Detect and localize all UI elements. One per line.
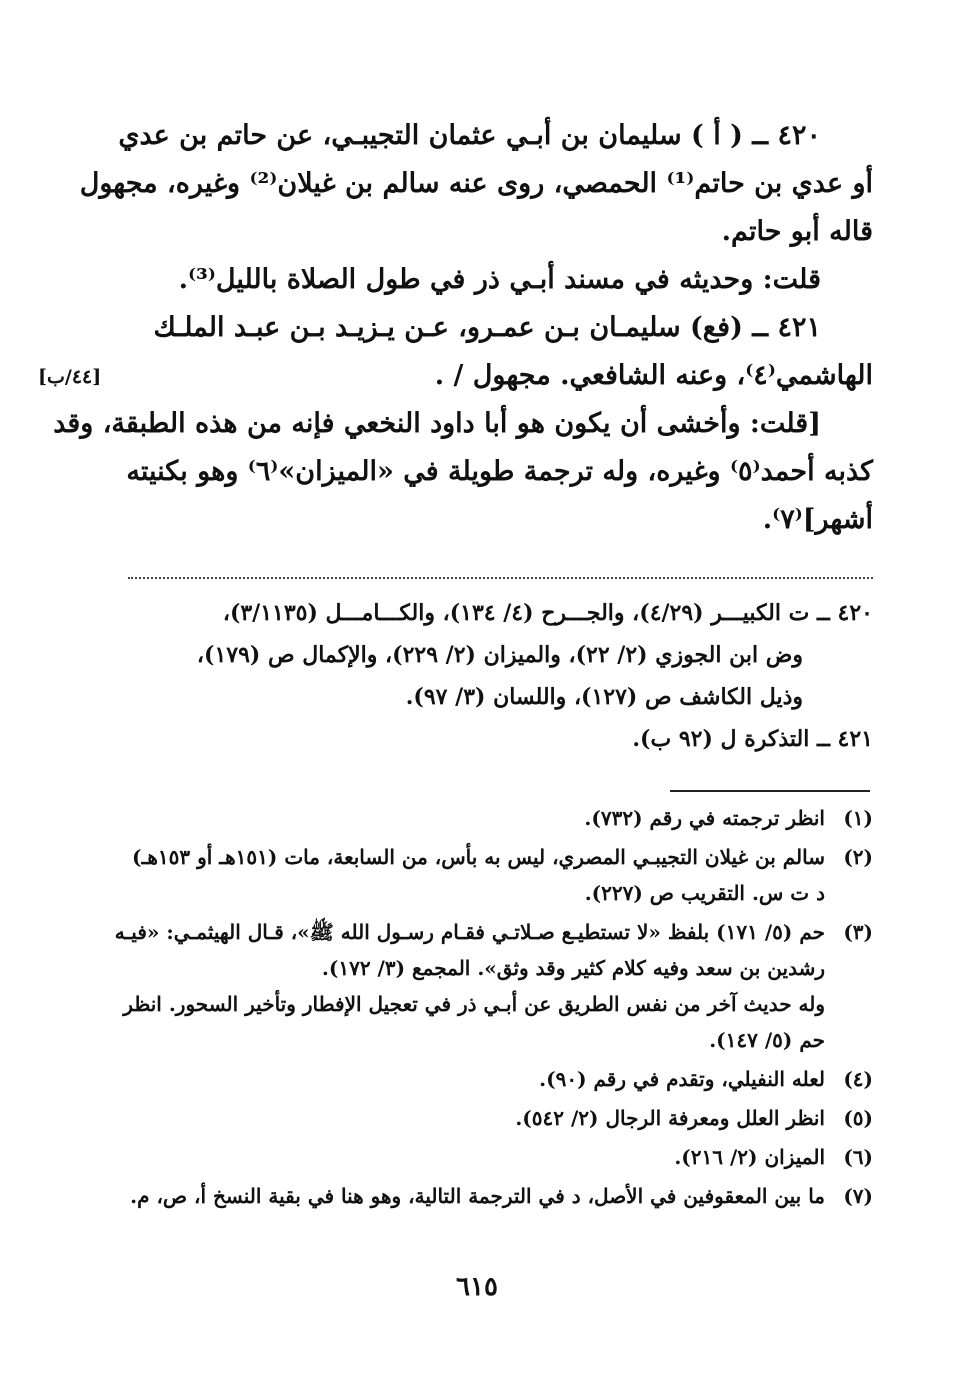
footnote-text: حم (٥/ ١٧١) بلفظ «لا تستطيـع صـلاتـي فقـام رسـول الله ﷺ»، قـال الهيثمـي: «فيـه	[114, 920, 825, 944]
footnote-text: الميزان (٢/ ٢١٦).	[674, 1145, 825, 1169]
footnote	[128, 800, 873, 836]
main-line: الهاشمي⁽٤⁾، وعنه الشافعي. مجهول / .	[434, 360, 873, 391]
footnote-number: (٣)	[843, 920, 873, 944]
main-line: قلت: وحديثه في مسند أبـي ذر في طول الصلاة بالليل⁽³⁾.	[178, 264, 821, 295]
footnote	[114, 914, 873, 1058]
footnote-number: (٢)	[843, 845, 873, 869]
main-line: أشهر]⁽٧⁾.	[762, 504, 873, 535]
footnote-number: (٦)	[843, 1145, 873, 1169]
main-line: أو عدي بن حاتم⁽¹⁾ الحمصي، روى عنه سالم بن غيلان⁽²⁾ وغيره، مجهول	[79, 168, 873, 199]
page-number: ٦١٥	[456, 1272, 498, 1302]
footnote-text: انظر ترجمته في رقم (٧٣٢).	[584, 806, 825, 830]
source-line: وذيل الكاشف ص (١٢٧)، واللسان (٣/ ٩٧).	[405, 684, 803, 710]
footnote-text: د ت س. التقريب ص (٢٢٧).	[584, 881, 825, 905]
source-line: ٤٢١ ــ التذكرة ل (٩٢ ب).	[632, 726, 873, 752]
footnote-text: ما بين المعقوفين في الأصل، د في الترجمة التالية، وهو هنا في بقية النسخ أ، ص، م.	[130, 1184, 825, 1208]
source-line: ٤٢٠ ــ ت الكبيـــر (٤/٢٩)، والجـــرح (٤/ ١٣٤)، والكـــامـــل (٣/١١٣٥)،	[222, 600, 873, 626]
footnote	[128, 1061, 873, 1097]
footnote-rule	[670, 790, 870, 792]
footnote-text: سالم بن غيلان التجيبـي المصري، ليس به بأس، من السابعة، مات (١٥١هـ أو ١٥٣هـ)	[132, 845, 825, 869]
footnote-number: (٤)	[843, 1067, 873, 1091]
margin-folio-note: [٤٤/ب]	[38, 366, 102, 388]
footnote	[128, 1178, 873, 1214]
main-line: قاله أبو حاتم.	[721, 216, 873, 247]
sources-block	[128, 592, 873, 760]
footnote	[128, 839, 873, 911]
main-line: [قلت: وأخشى أن يكون هو أبا داود النخعي فإنه من هذه الطبقة، وقد	[53, 408, 821, 439]
footnote-text: لعله النفيلي، وتقدم في رقم (٩٠).	[539, 1067, 825, 1091]
footnotes	[114, 800, 873, 1217]
main-line: ٤٢٠ ــ ( أ ) سليمان بن أبـي عثمان التجيبـي، عن حاتم بن عدي	[118, 120, 821, 151]
footnote-text: وله حديث آخر من نفس الطريق عن أبـي ذر في تعجيل الإفطار وتأخير السحور. انظر	[123, 992, 825, 1016]
main-line: ٤٢١ ــ (فع) سليمـان بـن عمـرو، عـن يـزيـد بـن عبـد الملـك	[153, 312, 821, 343]
footnote-number: (٧)	[843, 1184, 873, 1208]
main-line: كذبه أحمد⁽٥⁾ وغيره، وله ترجمة طويلة في «الميزان»⁽٦⁾ وهو بكنيته	[126, 456, 873, 487]
footnote	[128, 1100, 873, 1136]
footnote-text: رشدين بن سعد وفيه كلام كثير وقد وثق». المجمع (٣/ ١٧٢).	[321, 956, 825, 980]
footnote-number: (١)	[843, 806, 873, 830]
source-line: وض ابن الجوزي (٢/ ٢٢)، والميزان (٢/ ٢٢٩)، والإكمال ص (١٧٩)،	[196, 642, 803, 668]
footnote-text: انظر العلل ومعرفة الرجال (٢/ ٥٤٢).	[515, 1106, 825, 1130]
dotted-separator	[128, 577, 873, 579]
footnote-number: (٥)	[843, 1106, 873, 1130]
footnote-text: حم (٥/ ١٤٧).	[709, 1028, 825, 1052]
footnote	[128, 1139, 873, 1175]
